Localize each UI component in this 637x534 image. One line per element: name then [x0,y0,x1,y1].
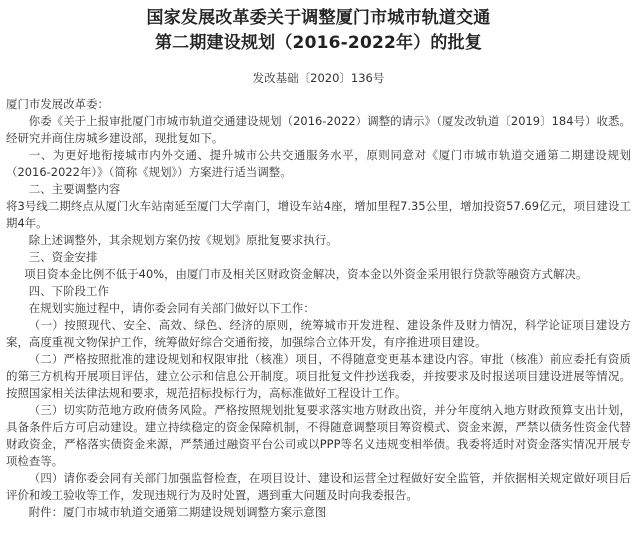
paragraph-item-2: （二）严格按照批准的建设规划和权限审批（核准）项目，不得随意变更基本建设内容。审批（核准）前应委托有资质的第三方机构开展项目评估，建立公示和信息公开制度。项目批复文件抄送我委，并按要求及时报送项目建设进展等情况。按照国家相关法律法规和要求，规范招标投标行为，高标准做好工程设计工作。 [6,352,631,400]
heading-section-2: 二、主要调整内容 [28,182,121,196]
document-number: 发改基础〔2020〕136号 [252,71,385,85]
addressee: 厦门市发展改革委： [6,97,109,111]
paragraph-funding: 项目资本金比例不低于40%，由厦门市及相关区财政资金解决，资本金以外资金采用银行贷款等融资方式解决。 [24,267,588,281]
attachment-note: 附件：厦门市城市轨道交通第二期建设规划调整方案示意图 [28,505,327,519]
heading-section-4: 四、下阶段工作 [28,284,109,298]
heading-section-3: 三、资金安排 [28,250,98,264]
paragraph-work-intro: 在规划实施过程中，请你委会同有关部门做好以下工作： [28,301,315,315]
paragraph-item-1: （一）按照现代、安全、高效、绿色、经济的原则，统筹城市开发进程、建设条件及财力情况，科学论证项目建设方案，高度重视文物保护工作，统筹做好综合交通衔接，加强综合立体开发，有序推进项目建设。 [6,318,631,349]
paragraph-adjustment-content: 将3号线二期终点从厦门火车站南延至厦门大学南门，增设车站4座，增加里程7.35公里，增加投资57.69亿元，项目建设工期4年。 [6,199,631,230]
paragraph-section-1: 一、为更好地衔接城市内外交通、提升城市公共交通服务水平，原则同意对《厦门市城市轨道交通第二期建设规划（2016-2022年）》（简称《规划》）方案进行适当调整。 [6,148,631,179]
paragraph-item-3: （三）切实防范地方政府债务风险。严格按照规划批复要求落实地方财政出资，并分年度纳入地方财政预算支出计划，具备条件后方可启动建设。建立持续稳定的资金保障机制，不得随意调整项目筹资模式、资金来源，严禁以债务性资金代替财政资金，严格落实债资金来源，严禁通过融资平台公司或以PPP等名义违规变相举债。我委将适时对资金落实情况开展专项检查等。 [6,403,631,468]
document-title-line-1: 国家发展改革委关于调整厦门市城市轨道交通 [146,8,491,28]
paragraph-intro: 你委《关于上报审批厦门市城市轨道交通建设规划（2016-2022）调整的请示》（厦发改轨道〔2019〕184号）收悉。经研究并商住房城乡建设部，现批复如下。 [6,114,631,145]
paragraph-other-plans: 除上述调整外，其余规划方案仍按《规划》原批复要求执行。 [28,233,338,247]
document-title-line-2: 第二期建设规划（2016-2022年）的批复 [154,33,483,53]
paragraph-item-4: （四）请你委会同有关部门加强监督检查，在项目设计、建设和运营全过程做好安全监管，并依据相关规定做好项目后评价和竣工验收等工作，发现违规行为及时处置，遇到重大问题及时向我委报告。 [6,471,631,502]
